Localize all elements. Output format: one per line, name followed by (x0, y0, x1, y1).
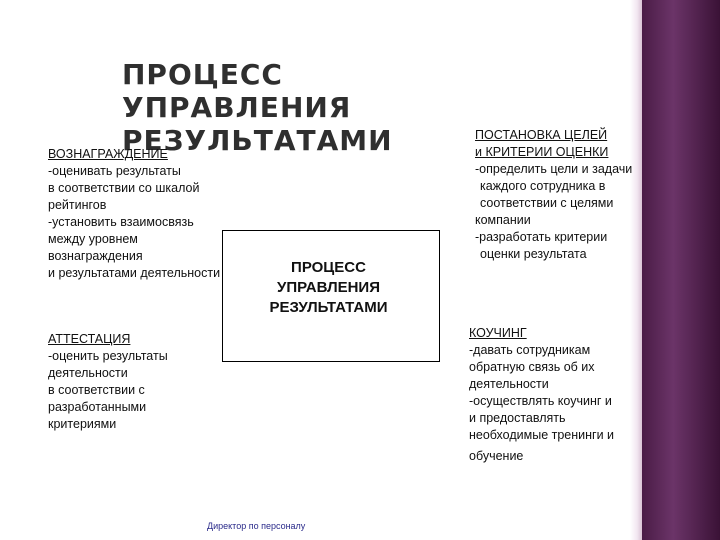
rewards-line: -оценивать результаты (48, 164, 181, 178)
coaching-line: обратную связь об их (469, 360, 595, 374)
rewards-line: между уровнем (48, 232, 138, 246)
rewards-line: в соответствии со шкалой (48, 181, 200, 195)
appraisal-line: критериями (48, 417, 117, 431)
appraisal-line: -оценить результаты (48, 349, 168, 363)
appraisal-line: разработанными (48, 400, 147, 414)
center-process-label (246, 258, 411, 318)
center-line: РЕЗУЛЬТАТАМИ (269, 299, 388, 316)
goals-heading: и КРИТЕРИИ ОЦЕНКИ (475, 145, 609, 159)
goals-line: оценки результата (480, 247, 587, 261)
appraisal-line: деятельности (48, 366, 128, 380)
sidebar-edge (630, 0, 642, 540)
coaching-line: и предоставлять (469, 411, 566, 425)
goals-heading: ПОСТАНОВКА ЦЕЛЕЙ (475, 128, 608, 142)
rewards-line: -установить взаимосвязь (48, 215, 194, 229)
appraisal-block (48, 331, 168, 433)
rewards-heading: ВОЗНАГРАЖДЕНИЕ (48, 147, 168, 161)
goals-line: соответствии с целями (480, 196, 614, 210)
center-line: УПРАВЛЕНИЯ (276, 279, 380, 296)
appraisal-line: в соответствии с (48, 383, 145, 397)
coaching-line: деятельности (469, 377, 549, 391)
decorative-sidebar (642, 0, 720, 540)
coaching-line: обучение (469, 449, 524, 463)
rewards-block (48, 146, 220, 282)
center-line: ПРОЦЕСС (291, 259, 366, 276)
rewards-line: вознаграждения (48, 249, 143, 263)
goals-line: каждого сотрудника в (480, 179, 606, 193)
coaching-line: -осуществлять коучинг и (469, 394, 612, 408)
goals-line: компании (475, 213, 531, 227)
title-line: ПРОЦЕСС УПРАВЛЕНИЯ (122, 58, 352, 124)
goals-line: -определить цели и задачи (475, 162, 633, 176)
rewards-line: рейтингов (48, 198, 107, 212)
title-line: РЕЗУЛЬТАТАМИ (122, 124, 393, 157)
rewards-line: и результатами деятельности (48, 266, 221, 280)
goals-block (475, 127, 635, 263)
footer-caption: Директор по персоналу (207, 521, 306, 531)
coaching-heading: КОУЧИНГ (469, 326, 527, 340)
coaching-block (469, 325, 629, 465)
coaching-line: -давать сотрудникам (469, 343, 591, 357)
coaching-line: необходимые тренинги и (469, 428, 615, 442)
appraisal-heading: АТТЕСТАЦИЯ (48, 332, 131, 346)
goals-line: -разработать критерии (475, 230, 608, 244)
slide-title (122, 58, 502, 157)
